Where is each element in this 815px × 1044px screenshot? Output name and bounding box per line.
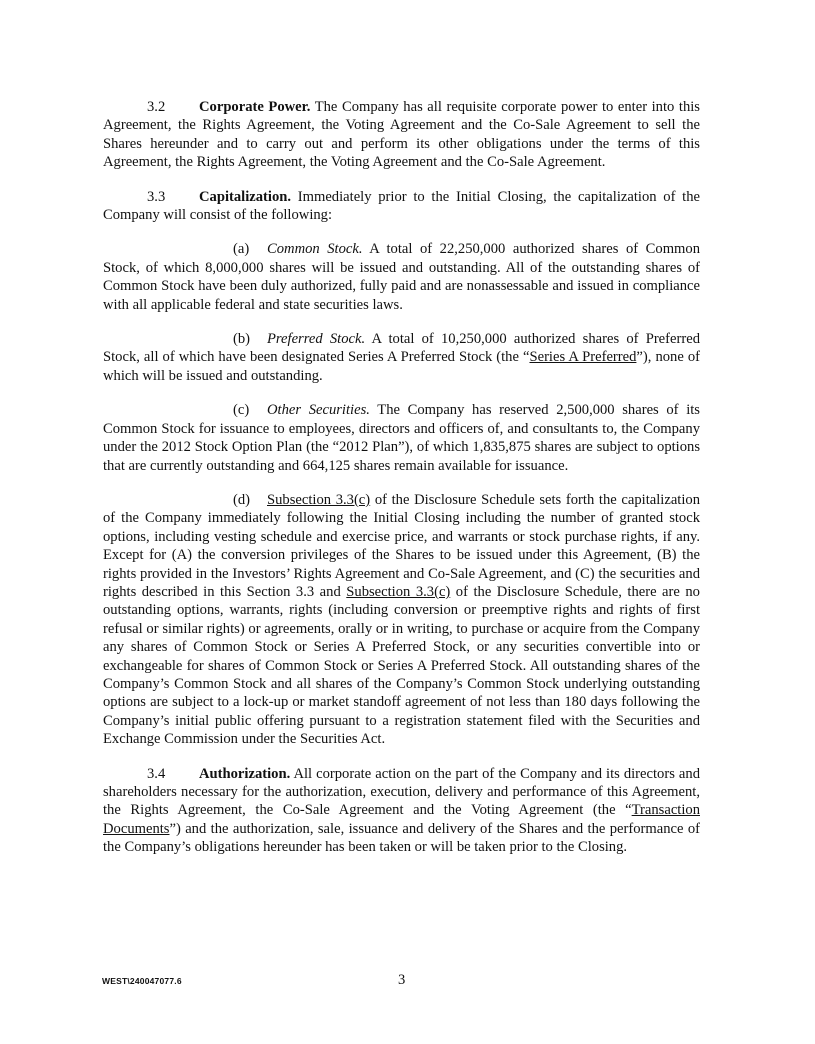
subsection-3-3-b [103,330,700,385]
defined-term: Transaction Documents [103,802,700,837]
document-id: WEST\240047077.6 [102,976,182,986]
subsection-text: A total of 22,250,000 authorized shares of Common Stock, of which 8,000,000 shares will be issued and outstanding. All of the outstanding shares of Common Stock have been duly authorized, fully paid and are nonassessable and issued in compliance with all applicable federal and state securities laws. [103,241,700,313]
section-heading: Authorization. [199,765,291,782]
section-heading: Capitalization. [199,188,292,205]
subsection-title: Other Securities. [267,402,370,419]
subsection-text: The Company has reserved 2,500,000 shares of its Common Stock for issuance to employees, directors and officers of, and consultants to, the Company under the 2012 Stock Option Plan (the “2012 Plan”), of which 1,835,875 shares are subject to options that are currently outstanding and 664,125 shares remain available for issuance. [103,402,700,474]
section-text: ”) and the authorization, sale, issuance and delivery of the Shares and the performance of the Company’s obligations hereunder has been taken or will be taken prior to the Closing. [103,820,700,856]
section-3-4 [103,765,700,857]
subsection-text: of the Disclosure Schedule sets forth the capitalization of the Company immediately following the Initial Closing including the number of granted stock options, including vesting schedule and exercise price, and warrants or stock purchase rights, if any. Except for (A) the conversion privileges of the Shares to be issued under this Agreement, (B) the rights provided in the Investors’ Rights Agreement and Co-Sale Agreement, and (C) the securities and rights described in this Section 3.3 and [103,491,701,600]
section-number: 3.4 [147,765,166,782]
section-text: Immediately prior to the Initial Closing, the capitalization of the Company will consist of the following: [103,188,700,224]
cross-reference: Subsection 3.3(c) [267,491,371,508]
section-number: 3.3 [147,188,166,205]
section-3-2 [103,98,700,172]
page-number: 3 [398,972,406,988]
subsection-text: ”), none of which will be issued and outstanding. [103,349,700,384]
subsection-label: (c) [233,402,250,419]
subsection-label: (d) [233,491,251,508]
section-3-3 [103,188,700,225]
subsection-title: Preferred Stock. [267,331,366,348]
subsection-label: (b) [233,331,251,348]
section-number: 3.2 [147,99,166,115]
cross-reference: Subsection 3.3(c) [346,583,451,600]
defined-term: Series A Preferred [529,349,637,366]
section-text: The Company has all requisite corporate power to enter into this Agreement, the Rights Agreement, the Voting Agreement and the Co-Sale Agreement to sell the Shares hereunder and to carry out and perform its other obligations under the terms of this Agreement, the Rights Agreement, the Voting Agreement and the Co-Sale Agreement. [103,99,700,171]
section-heading: Corporate Power. [199,99,311,115]
subsection-text: of the Disclosure Schedule, there are no outstanding options, warrants, rights (including conversion or preemptive rights and rights of first refusal or similar rights) or agreements, orally or in writing, to purchase or acquire from the Company any shares of Common Stock or Series A Preferred Stock, or any securities convertible into or exchangeable for shares of Common Stock or Series A Preferred Stock. All outstanding shares of the Company’s Common Stock and all shares of the Company’s Common Stock underlying outstanding options are subject to a lock-up or market standoff agreement of not less than 180 days following the Company’s initial public offering pursuant to a registration statement filed with the Securities and Exchange Commission under the Securities Act. [103,583,700,748]
subsection-3-3-c [103,401,700,475]
section-text: All corporate action on the part of the Company and its directors and shareholders necessary for the authorization, execution, delivery and performance of this Agreement, the Rights Agreement, the Co-Sale Agreement and the Voting Agreement (the “ [103,765,700,819]
subsection-text: A total of 10,250,000 authorized shares of Preferred Stock, all of which have been designated Series A Preferred Stock (the “ [103,331,700,366]
subsection-3-3-a [103,240,700,314]
subsection-3-3-d [103,491,700,749]
subsection-label: (a) [233,241,250,258]
document-body [103,98,700,873]
subsection-title: Common Stock. [267,241,363,258]
